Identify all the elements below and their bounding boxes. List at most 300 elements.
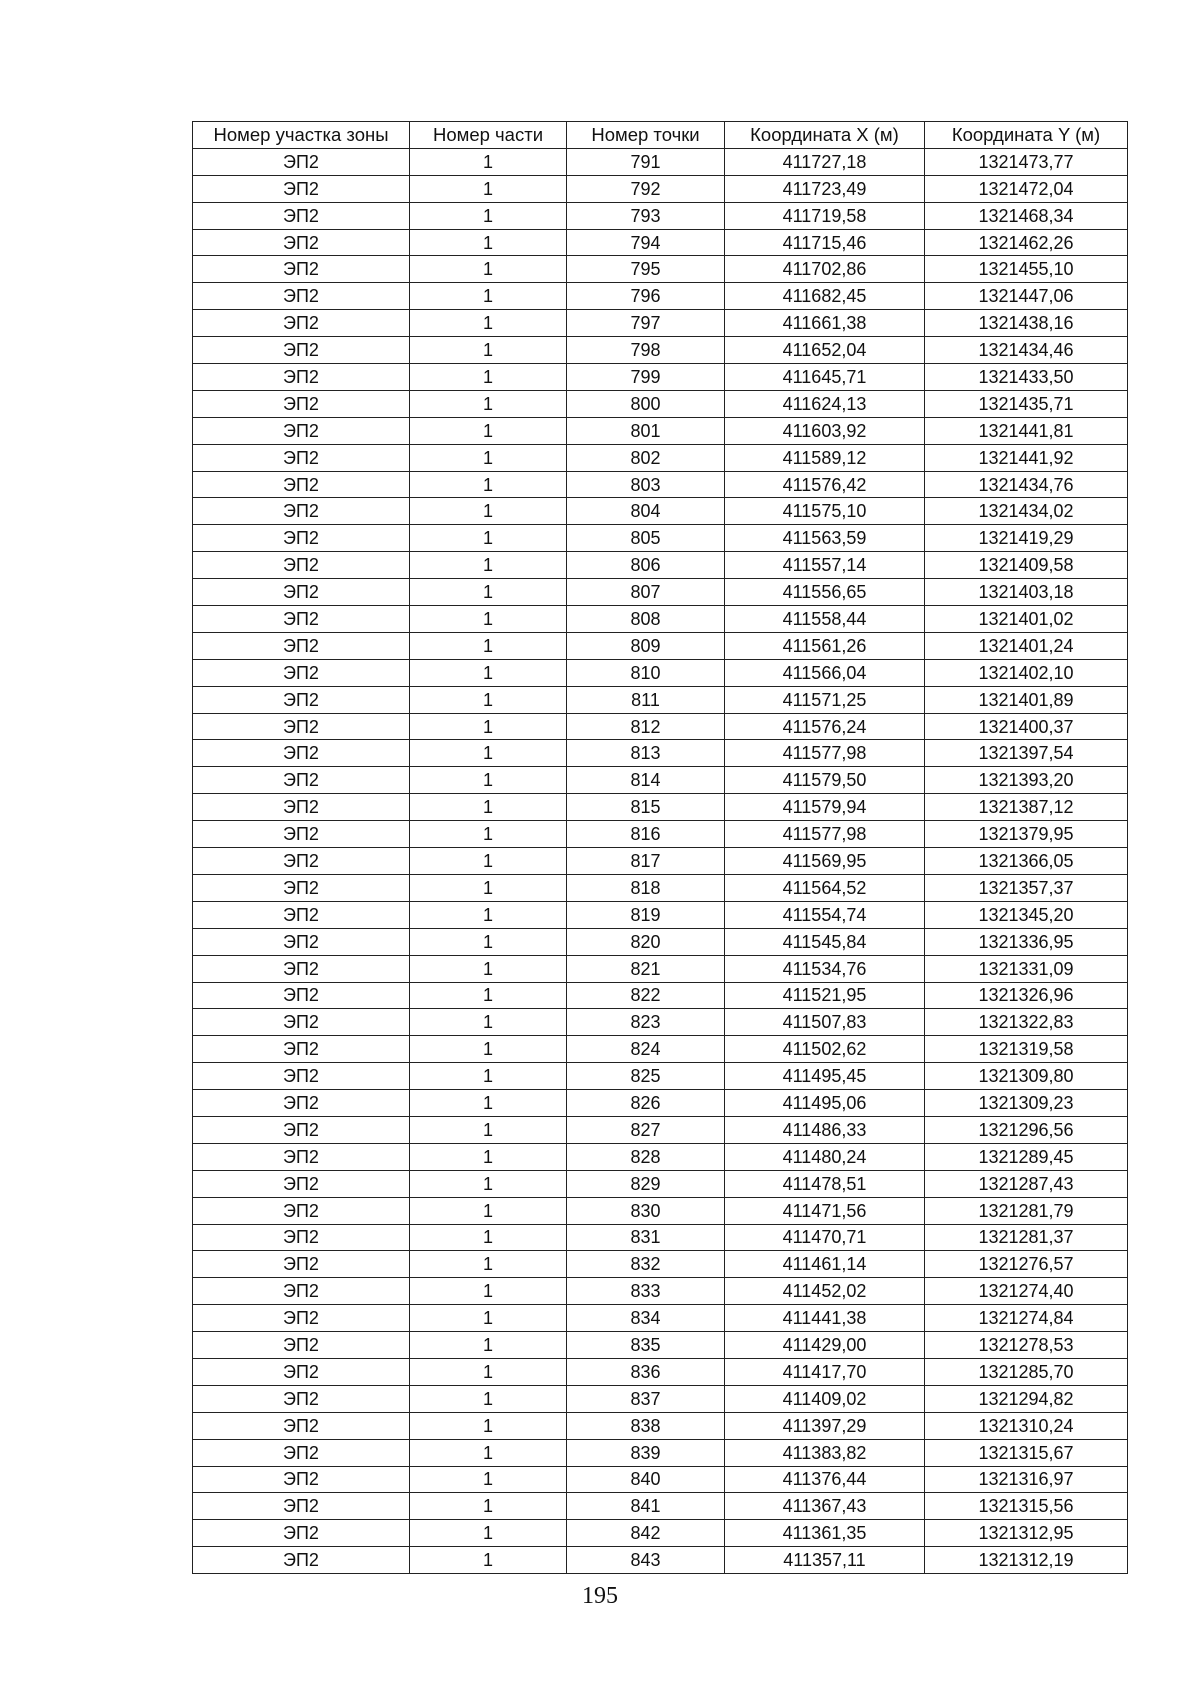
point-number-cell: 800 (567, 390, 725, 417)
table-row (193, 525, 1128, 552)
part-number-cell: 1 (410, 659, 567, 686)
coordinate-x-cell: 411575,10 (725, 498, 925, 525)
zone-number-cell: ЭП2 (193, 632, 410, 659)
zone-number-cell: ЭП2 (193, 1493, 410, 1520)
zone-number-cell: ЭП2 (193, 552, 410, 579)
part-number-cell: 1 (410, 1224, 567, 1251)
coordinate-y-cell: 1321274,84 (925, 1305, 1128, 1332)
coordinate-x-cell: 411471,56 (725, 1197, 925, 1224)
table-row (193, 1090, 1128, 1117)
header-point-number: Номер точки (567, 122, 725, 149)
point-number-cell: 810 (567, 659, 725, 686)
coordinate-x-cell: 411367,43 (725, 1493, 925, 1520)
table-row (193, 928, 1128, 955)
point-number-cell: 829 (567, 1170, 725, 1197)
table-row (193, 1332, 1128, 1359)
coordinate-x-cell: 411589,12 (725, 444, 925, 471)
table-row (193, 1493, 1128, 1520)
zone-number-cell: ЭП2 (193, 1170, 410, 1197)
point-number-cell: 841 (567, 1493, 725, 1520)
point-number-cell: 791 (567, 148, 725, 175)
coordinate-x-cell: 411495,06 (725, 1090, 925, 1117)
coordinate-y-cell: 1321294,82 (925, 1385, 1128, 1412)
coordinate-x-cell: 411577,98 (725, 821, 925, 848)
part-number-cell: 1 (410, 686, 567, 713)
table-row (193, 659, 1128, 686)
zone-number-cell: ЭП2 (193, 148, 410, 175)
coordinate-x-cell: 411569,95 (725, 848, 925, 875)
zone-number-cell: ЭП2 (193, 229, 410, 256)
coordinate-y-cell: 1321331,09 (925, 955, 1128, 982)
coordinate-y-cell: 1321281,79 (925, 1197, 1128, 1224)
zone-number-cell: ЭП2 (193, 1063, 410, 1090)
part-number-cell: 1 (410, 175, 567, 202)
table-row (193, 1358, 1128, 1385)
point-number-cell: 809 (567, 632, 725, 659)
part-number-cell: 1 (410, 1412, 567, 1439)
coordinate-y-cell: 1321447,06 (925, 283, 1128, 310)
coordinate-x-cell: 411545,84 (725, 928, 925, 955)
table-row (193, 417, 1128, 444)
point-number-cell: 817 (567, 848, 725, 875)
point-number-cell: 807 (567, 579, 725, 606)
zone-number-cell: ЭП2 (193, 1358, 410, 1385)
coordinate-x-cell: 411383,82 (725, 1439, 925, 1466)
part-number-cell: 1 (410, 821, 567, 848)
table-row (193, 606, 1128, 633)
zone-number-cell: ЭП2 (193, 821, 410, 848)
coordinate-y-cell: 1321402,10 (925, 659, 1128, 686)
coordinate-x-cell: 411652,04 (725, 337, 925, 364)
coordinate-y-cell: 1321433,50 (925, 364, 1128, 391)
table-row (193, 1385, 1128, 1412)
point-number-cell: 814 (567, 767, 725, 794)
part-number-cell: 1 (410, 1036, 567, 1063)
table-row (193, 1412, 1128, 1439)
part-number-cell: 1 (410, 337, 567, 364)
coordinate-x-cell: 411417,70 (725, 1358, 925, 1385)
part-number-cell: 1 (410, 767, 567, 794)
coordinate-x-cell: 411534,76 (725, 955, 925, 982)
point-number-cell: 808 (567, 606, 725, 633)
part-number-cell: 1 (410, 1063, 567, 1090)
coordinate-y-cell: 1321281,37 (925, 1224, 1128, 1251)
part-number-cell: 1 (410, 1278, 567, 1305)
coordinate-x-cell: 411715,46 (725, 229, 925, 256)
point-number-cell: 793 (567, 202, 725, 229)
part-number-cell: 1 (410, 202, 567, 229)
zone-number-cell: ЭП2 (193, 767, 410, 794)
part-number-cell: 1 (410, 1197, 567, 1224)
zone-number-cell: ЭП2 (193, 417, 410, 444)
coordinate-y-cell: 1321441,92 (925, 444, 1128, 471)
part-number-cell: 1 (410, 256, 567, 283)
part-number-cell: 1 (410, 1143, 567, 1170)
coordinate-x-cell: 411563,59 (725, 525, 925, 552)
coordinate-x-cell: 411502,62 (725, 1036, 925, 1063)
coordinate-x-cell: 411576,24 (725, 713, 925, 740)
zone-number-cell: ЭП2 (193, 202, 410, 229)
part-number-cell: 1 (410, 1009, 567, 1036)
coordinate-y-cell: 1321274,40 (925, 1278, 1128, 1305)
table-row (193, 713, 1128, 740)
part-number-cell: 1 (410, 848, 567, 875)
coordinate-x-cell: 411376,44 (725, 1466, 925, 1493)
zone-number-cell: ЭП2 (193, 1143, 410, 1170)
coordinate-y-cell: 1321455,10 (925, 256, 1128, 283)
table-row (193, 1224, 1128, 1251)
part-number-cell: 1 (410, 928, 567, 955)
header-coordinate-x: Координата X (м) (725, 122, 925, 149)
coordinate-y-cell: 1321400,37 (925, 713, 1128, 740)
zone-number-cell: ЭП2 (193, 659, 410, 686)
point-number-cell: 828 (567, 1143, 725, 1170)
point-number-cell: 798 (567, 337, 725, 364)
part-number-cell: 1 (410, 552, 567, 579)
zone-number-cell: ЭП2 (193, 713, 410, 740)
header-row (193, 122, 1128, 149)
coordinate-y-cell: 1321409,58 (925, 552, 1128, 579)
coordinate-x-cell: 411702,86 (725, 256, 925, 283)
coordinate-y-cell: 1321401,02 (925, 606, 1128, 633)
zone-number-cell: ЭП2 (193, 1520, 410, 1547)
point-number-cell: 792 (567, 175, 725, 202)
coordinate-y-cell: 1321434,76 (925, 471, 1128, 498)
zone-number-cell: ЭП2 (193, 1036, 410, 1063)
zone-number-cell: ЭП2 (193, 1547, 410, 1574)
coordinate-x-cell: 411579,94 (725, 794, 925, 821)
coordinate-y-cell: 1321435,71 (925, 390, 1128, 417)
coordinate-x-cell: 411478,51 (725, 1170, 925, 1197)
coordinate-x-cell: 411397,29 (725, 1412, 925, 1439)
table-row (193, 229, 1128, 256)
point-number-cell: 794 (567, 229, 725, 256)
table-row (193, 1143, 1128, 1170)
coordinate-y-cell: 1321276,57 (925, 1251, 1128, 1278)
coordinate-y-cell: 1321278,53 (925, 1332, 1128, 1359)
table-row (193, 579, 1128, 606)
zone-number-cell: ЭП2 (193, 1116, 410, 1143)
table-row (193, 337, 1128, 364)
zone-number-cell: ЭП2 (193, 525, 410, 552)
zone-number-cell: ЭП2 (193, 364, 410, 391)
coordinate-x-cell: 411409,02 (725, 1385, 925, 1412)
coordinate-x-cell: 411556,65 (725, 579, 925, 606)
zone-number-cell: ЭП2 (193, 848, 410, 875)
table-row (193, 1063, 1128, 1090)
coordinate-y-cell: 1321296,56 (925, 1116, 1128, 1143)
table-row (193, 982, 1128, 1009)
zone-number-cell: ЭП2 (193, 390, 410, 417)
part-number-cell: 1 (410, 148, 567, 175)
part-number-cell: 1 (410, 1170, 567, 1197)
part-number-cell: 1 (410, 364, 567, 391)
zone-number-cell: ЭП2 (193, 498, 410, 525)
point-number-cell: 795 (567, 256, 725, 283)
coordinate-y-cell: 1321393,20 (925, 767, 1128, 794)
coordinate-x-cell: 411723,49 (725, 175, 925, 202)
coordinate-x-cell: 411507,83 (725, 1009, 925, 1036)
table-row (193, 364, 1128, 391)
coordinate-y-cell: 1321289,45 (925, 1143, 1128, 1170)
coordinate-y-cell: 1321366,05 (925, 848, 1128, 875)
point-number-cell: 826 (567, 1090, 725, 1117)
coordinate-x-cell: 411441,38 (725, 1305, 925, 1332)
part-number-cell: 1 (410, 901, 567, 928)
point-number-cell: 836 (567, 1358, 725, 1385)
table-row (193, 498, 1128, 525)
table-row (193, 901, 1128, 928)
coordinate-x-cell: 411566,04 (725, 659, 925, 686)
table-row (193, 256, 1128, 283)
part-number-cell: 1 (410, 229, 567, 256)
point-number-cell: 824 (567, 1036, 725, 1063)
coordinate-x-cell: 411361,35 (725, 1520, 925, 1547)
coordinate-y-cell: 1321472,04 (925, 175, 1128, 202)
table-row (193, 767, 1128, 794)
zone-number-cell: ЭП2 (193, 1278, 410, 1305)
table-row (193, 1036, 1128, 1063)
coordinates-table (192, 121, 1128, 1574)
part-number-cell: 1 (410, 606, 567, 633)
point-number-cell: 832 (567, 1251, 725, 1278)
point-number-cell: 811 (567, 686, 725, 713)
point-number-cell: 796 (567, 283, 725, 310)
table-row (193, 390, 1128, 417)
part-number-cell: 1 (410, 1116, 567, 1143)
coordinate-x-cell: 411452,02 (725, 1278, 925, 1305)
table-row (193, 1009, 1128, 1036)
coordinate-x-cell: 411461,14 (725, 1251, 925, 1278)
zone-number-cell: ЭП2 (193, 928, 410, 955)
table-row (193, 1278, 1128, 1305)
part-number-cell: 1 (410, 390, 567, 417)
coordinate-x-cell: 411576,42 (725, 471, 925, 498)
point-number-cell: 842 (567, 1520, 725, 1547)
zone-number-cell: ЭП2 (193, 1305, 410, 1332)
part-number-cell: 1 (410, 1332, 567, 1359)
table-row (193, 1251, 1128, 1278)
coordinate-y-cell: 1321312,19 (925, 1547, 1128, 1574)
point-number-cell: 834 (567, 1305, 725, 1332)
point-number-cell: 805 (567, 525, 725, 552)
coordinate-y-cell: 1321345,20 (925, 901, 1128, 928)
coordinate-x-cell: 411645,71 (725, 364, 925, 391)
point-number-cell: 825 (567, 1063, 725, 1090)
zone-number-cell: ЭП2 (193, 1197, 410, 1224)
coordinate-y-cell: 1321287,43 (925, 1170, 1128, 1197)
coordinate-x-cell: 411624,13 (725, 390, 925, 417)
point-number-cell: 839 (567, 1439, 725, 1466)
point-number-cell: 837 (567, 1385, 725, 1412)
header-coordinate-y: Координата Y (м) (925, 122, 1128, 149)
part-number-cell: 1 (410, 794, 567, 821)
coordinate-y-cell: 1321434,46 (925, 337, 1128, 364)
part-number-cell: 1 (410, 444, 567, 471)
zone-number-cell: ЭП2 (193, 1332, 410, 1359)
point-number-cell: 833 (567, 1278, 725, 1305)
zone-number-cell: ЭП2 (193, 471, 410, 498)
point-number-cell: 818 (567, 874, 725, 901)
zone-number-cell: ЭП2 (193, 1224, 410, 1251)
point-number-cell: 821 (567, 955, 725, 982)
coordinate-y-cell: 1321401,89 (925, 686, 1128, 713)
coordinate-x-cell: 411486,33 (725, 1116, 925, 1143)
part-number-cell: 1 (410, 1090, 567, 1117)
table-row (193, 202, 1128, 229)
table-row (193, 1305, 1128, 1332)
table-row (193, 1520, 1128, 1547)
point-number-cell: 831 (567, 1224, 725, 1251)
part-number-cell: 1 (410, 1305, 567, 1332)
table-row (193, 283, 1128, 310)
coordinate-y-cell: 1321419,29 (925, 525, 1128, 552)
part-number-cell: 1 (410, 1385, 567, 1412)
coordinate-y-cell: 1321285,70 (925, 1358, 1128, 1385)
coordinate-x-cell: 411480,24 (725, 1143, 925, 1170)
point-number-cell: 806 (567, 552, 725, 579)
header-zone-number: Номер участка зоны (193, 122, 410, 149)
table-row (193, 794, 1128, 821)
zone-number-cell: ЭП2 (193, 1466, 410, 1493)
coordinate-y-cell: 1321316,97 (925, 1466, 1128, 1493)
coordinate-y-cell: 1321310,24 (925, 1412, 1128, 1439)
coordinate-y-cell: 1321315,67 (925, 1439, 1128, 1466)
table-row (193, 848, 1128, 875)
table-row (193, 686, 1128, 713)
table-row (193, 175, 1128, 202)
point-number-cell: 812 (567, 713, 725, 740)
coordinate-y-cell: 1321379,95 (925, 821, 1128, 848)
zone-number-cell: ЭП2 (193, 175, 410, 202)
table-row (193, 444, 1128, 471)
part-number-cell: 1 (410, 982, 567, 1009)
part-number-cell: 1 (410, 1466, 567, 1493)
table-row (193, 740, 1128, 767)
part-number-cell: 1 (410, 498, 567, 525)
coordinate-x-cell: 411495,45 (725, 1063, 925, 1090)
part-number-cell: 1 (410, 525, 567, 552)
table-row (193, 148, 1128, 175)
coordinate-x-cell: 411561,26 (725, 632, 925, 659)
coordinate-y-cell: 1321473,77 (925, 148, 1128, 175)
part-number-cell: 1 (410, 283, 567, 310)
point-number-cell: 830 (567, 1197, 725, 1224)
part-number-cell: 1 (410, 1493, 567, 1520)
zone-number-cell: ЭП2 (193, 874, 410, 901)
table-row (193, 1197, 1128, 1224)
coordinate-x-cell: 411521,95 (725, 982, 925, 1009)
coordinate-x-cell: 411357,11 (725, 1547, 925, 1574)
part-number-cell: 1 (410, 1358, 567, 1385)
zone-number-cell: ЭП2 (193, 310, 410, 337)
part-number-cell: 1 (410, 1547, 567, 1574)
part-number-cell: 1 (410, 310, 567, 337)
table-row (193, 310, 1128, 337)
point-number-cell: 823 (567, 1009, 725, 1036)
zone-number-cell: ЭП2 (193, 1009, 410, 1036)
part-number-cell: 1 (410, 417, 567, 444)
table-row (193, 1116, 1128, 1143)
zone-number-cell: ЭП2 (193, 901, 410, 928)
zone-number-cell: ЭП2 (193, 740, 410, 767)
point-number-cell: 801 (567, 417, 725, 444)
coordinate-x-cell: 411557,14 (725, 552, 925, 579)
coordinate-x-cell: 411603,92 (725, 417, 925, 444)
table-row (193, 955, 1128, 982)
point-number-cell: 816 (567, 821, 725, 848)
part-number-cell: 1 (410, 1251, 567, 1278)
coordinate-x-cell: 411661,38 (725, 310, 925, 337)
zone-number-cell: ЭП2 (193, 1412, 410, 1439)
part-number-cell: 1 (410, 1520, 567, 1547)
header-part-number: Номер части (410, 122, 567, 149)
zone-number-cell: ЭП2 (193, 1090, 410, 1117)
point-number-cell: 843 (567, 1547, 725, 1574)
coordinate-y-cell: 1321312,95 (925, 1520, 1128, 1547)
part-number-cell: 1 (410, 1439, 567, 1466)
table-row (193, 821, 1128, 848)
coordinate-y-cell: 1321434,02 (925, 498, 1128, 525)
zone-number-cell: ЭП2 (193, 955, 410, 982)
coordinate-y-cell: 1321397,54 (925, 740, 1128, 767)
coordinate-y-cell: 1321319,58 (925, 1036, 1128, 1063)
coordinate-y-cell: 1321315,56 (925, 1493, 1128, 1520)
page-number: 195 (582, 1583, 618, 1609)
coordinate-x-cell: 411429,00 (725, 1332, 925, 1359)
zone-number-cell: ЭП2 (193, 794, 410, 821)
coordinate-y-cell: 1321468,34 (925, 202, 1128, 229)
point-number-cell: 835 (567, 1332, 725, 1359)
coordinate-y-cell: 1321438,16 (925, 310, 1128, 337)
part-number-cell: 1 (410, 579, 567, 606)
coordinate-x-cell: 411554,74 (725, 901, 925, 928)
coordinate-y-cell: 1321357,37 (925, 874, 1128, 901)
part-number-cell: 1 (410, 740, 567, 767)
point-number-cell: 838 (567, 1412, 725, 1439)
coordinate-y-cell: 1321322,83 (925, 1009, 1128, 1036)
coordinate-y-cell: 1321401,24 (925, 632, 1128, 659)
coordinate-x-cell: 411558,44 (725, 606, 925, 633)
zone-number-cell: ЭП2 (193, 283, 410, 310)
table-row (193, 552, 1128, 579)
zone-number-cell: ЭП2 (193, 1439, 410, 1466)
zone-number-cell: ЭП2 (193, 579, 410, 606)
zone-number-cell: ЭП2 (193, 1385, 410, 1412)
coordinate-x-cell: 411577,98 (725, 740, 925, 767)
point-number-cell: 813 (567, 740, 725, 767)
table-row (193, 1170, 1128, 1197)
table-body (193, 148, 1128, 1573)
coordinate-y-cell: 1321309,80 (925, 1063, 1128, 1090)
table-row (193, 1547, 1128, 1574)
point-number-cell: 797 (567, 310, 725, 337)
point-number-cell: 803 (567, 471, 725, 498)
zone-number-cell: ЭП2 (193, 686, 410, 713)
coordinate-x-cell: 411719,58 (725, 202, 925, 229)
zone-number-cell: ЭП2 (193, 444, 410, 471)
part-number-cell: 1 (410, 713, 567, 740)
point-number-cell: 804 (567, 498, 725, 525)
coordinate-x-cell: 411571,25 (725, 686, 925, 713)
table-row (193, 1466, 1128, 1493)
zone-number-cell: ЭП2 (193, 256, 410, 283)
point-number-cell: 815 (567, 794, 725, 821)
coordinate-x-cell: 411579,50 (725, 767, 925, 794)
zone-number-cell: ЭП2 (193, 606, 410, 633)
zone-number-cell: ЭП2 (193, 982, 410, 1009)
coordinate-y-cell: 1321387,12 (925, 794, 1128, 821)
